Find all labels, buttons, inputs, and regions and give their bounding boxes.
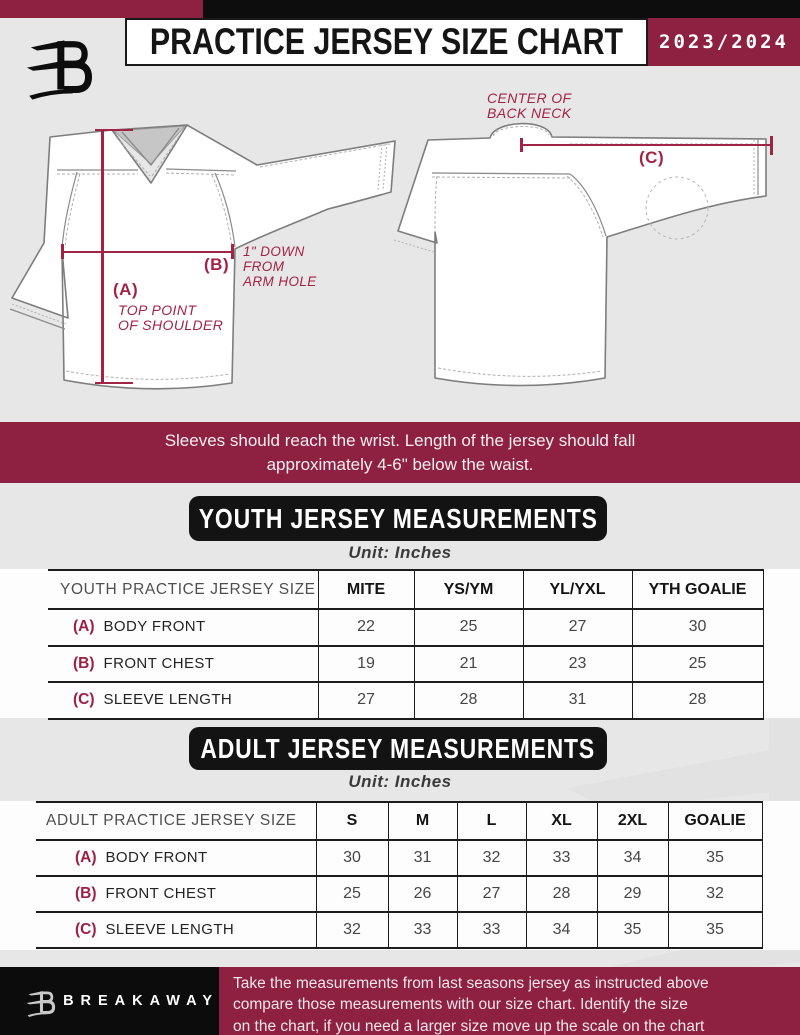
label-b-note: 1" DOWN FROM ARM HOLE	[243, 244, 317, 289]
table-row	[36, 876, 762, 912]
measure-line-c-left-cap	[520, 138, 523, 152]
col-header-m: M	[388, 802, 457, 840]
adult-unit-label: Unit: Inches	[348, 772, 452, 791]
adult-section-banner	[189, 727, 607, 770]
measure-line-b	[62, 251, 233, 254]
measure-line-a-bottom-cap	[95, 382, 133, 385]
cell-value: 35	[668, 840, 762, 876]
cell-value: 29	[597, 876, 668, 912]
cell-value: 25	[316, 876, 388, 912]
cell-value: 35	[668, 912, 762, 948]
row-key: (B)	[75, 885, 97, 902]
row-label: BODY FRONT	[105, 849, 208, 866]
breakaway-b-logo-footer-icon	[25, 983, 56, 1019]
youth-size-col-header: YOUTH PRACTICE JERSEY SIZE	[60, 580, 316, 598]
row-key: (A)	[73, 618, 95, 636]
label-c-note: CENTER OF BACK NECK	[487, 90, 572, 122]
col-header-s: S	[316, 802, 388, 840]
cell-value: 28	[526, 876, 597, 912]
cell-value: 32	[316, 912, 388, 948]
fit-notice-line-2: approximately 4-6" below the waist.	[266, 454, 534, 474]
footer-line-3: on the chart, if you need a larger size move up the scale on the chart	[233, 1017, 705, 1035]
cell-value: 28	[414, 682, 523, 719]
row-label: FRONT CHEST	[105, 885, 217, 902]
cell-value: 31	[523, 682, 632, 719]
col-header-mite: MITE	[318, 570, 414, 609]
measure-line-c	[521, 144, 772, 147]
cell-value: 27	[318, 682, 414, 719]
cell-value: 33	[457, 912, 526, 948]
cell-value: 28	[632, 682, 763, 719]
cell-value: 33	[526, 840, 597, 876]
col-header-yth-goalie: YTH GOALIE	[632, 570, 763, 609]
label-b-key: (B)	[204, 255, 230, 274]
page-title-bar	[125, 18, 648, 66]
col-header-goalie: GOALIE	[668, 802, 762, 840]
cell-value: 25	[632, 646, 763, 683]
table-row	[36, 912, 762, 948]
label-a-key: (A)	[113, 280, 139, 299]
cell-value: 35	[597, 912, 668, 948]
season-badge	[648, 18, 800, 66]
cell-value: 27	[523, 609, 632, 646]
row-key: (C)	[75, 921, 97, 938]
adult-section-title: ADULT JERSEY MEASUREMENTS	[200, 732, 596, 764]
row-key: (B)	[73, 654, 95, 672]
col-header-2xl: 2XL	[597, 802, 668, 840]
row-label: FRONT CHEST	[103, 654, 215, 672]
breakaway-b-logo-icon	[22, 24, 102, 102]
measure-line-b-right-cap	[231, 244, 234, 259]
youth-section-title: YOUTH JERSEY MEASUREMENTS	[198, 502, 598, 534]
footer-brand-block	[0, 967, 219, 1035]
youth-unit-label: Unit: Inches	[348, 543, 452, 562]
cell-value: 23	[523, 646, 632, 683]
fit-notice-banner	[0, 422, 800, 483]
page-title: PRACTICE JERSEY SIZE CHART	[149, 21, 624, 62]
cell-value: 30	[316, 840, 388, 876]
table-row	[48, 609, 763, 646]
header-maroon-strip	[0, 0, 203, 18]
footer-line-1: Take the measurements from last seasons jersey as instructed above	[233, 975, 709, 992]
cell-value: 21	[414, 646, 523, 683]
label-a-note: TOP POINT OF SHOULDER	[118, 302, 224, 334]
measure-line-a	[101, 130, 104, 383]
table-row	[36, 840, 762, 876]
measure-line-a-top-cap	[95, 129, 133, 132]
row-key: (C)	[73, 691, 95, 709]
row-label: SLEEVE LENGTH	[105, 921, 235, 938]
fit-notice-line-1: Sleeves should reach the wrist. Length of the jersey should fall	[164, 430, 636, 450]
cell-value: 34	[597, 840, 668, 876]
cell-value: 32	[457, 840, 526, 876]
youth-header-row	[48, 570, 763, 609]
cell-value: 22	[318, 609, 414, 646]
season-label: 2023/2024	[659, 31, 789, 53]
adult-size-col-header: ADULT PRACTICE JERSEY SIZE	[46, 812, 297, 829]
row-label: SLEEVE LENGTH	[103, 691, 233, 709]
cell-value: 25	[414, 609, 523, 646]
col-header-xl: XL	[526, 802, 597, 840]
col-header-ys-ym: YS/YM	[414, 570, 523, 609]
adult-size-table	[36, 801, 763, 949]
footer-instructions	[219, 967, 800, 1035]
measure-line-b-left-cap	[61, 244, 64, 259]
cell-value: 31	[388, 840, 457, 876]
footer-brand-name: BREAKAWAY	[63, 993, 219, 1009]
cell-value: 27	[457, 876, 526, 912]
table-row	[48, 682, 763, 719]
front-jersey-diagram	[10, 103, 406, 403]
row-key: (A)	[75, 849, 97, 866]
youth-size-table	[48, 569, 764, 720]
youth-section-banner	[189, 496, 607, 541]
cell-value: 26	[388, 876, 457, 912]
col-header-l: L	[457, 802, 526, 840]
row-label: BODY FRONT	[103, 618, 206, 636]
footer-line-2: compare those measurements with our size chart. Identify the size	[233, 996, 688, 1014]
header-black-strip	[203, 0, 800, 18]
col-header-yl-yxl: YL/YXL	[523, 570, 632, 609]
table-row	[48, 646, 763, 683]
measure-line-c-right-cap	[770, 136, 773, 155]
label-c-key: (C)	[639, 148, 665, 167]
cell-value: 19	[318, 646, 414, 683]
cell-value: 30	[632, 609, 763, 646]
adult-header-row	[36, 802, 762, 840]
cell-value: 32	[668, 876, 762, 912]
cell-value: 34	[526, 912, 597, 948]
cell-value: 33	[388, 912, 457, 948]
